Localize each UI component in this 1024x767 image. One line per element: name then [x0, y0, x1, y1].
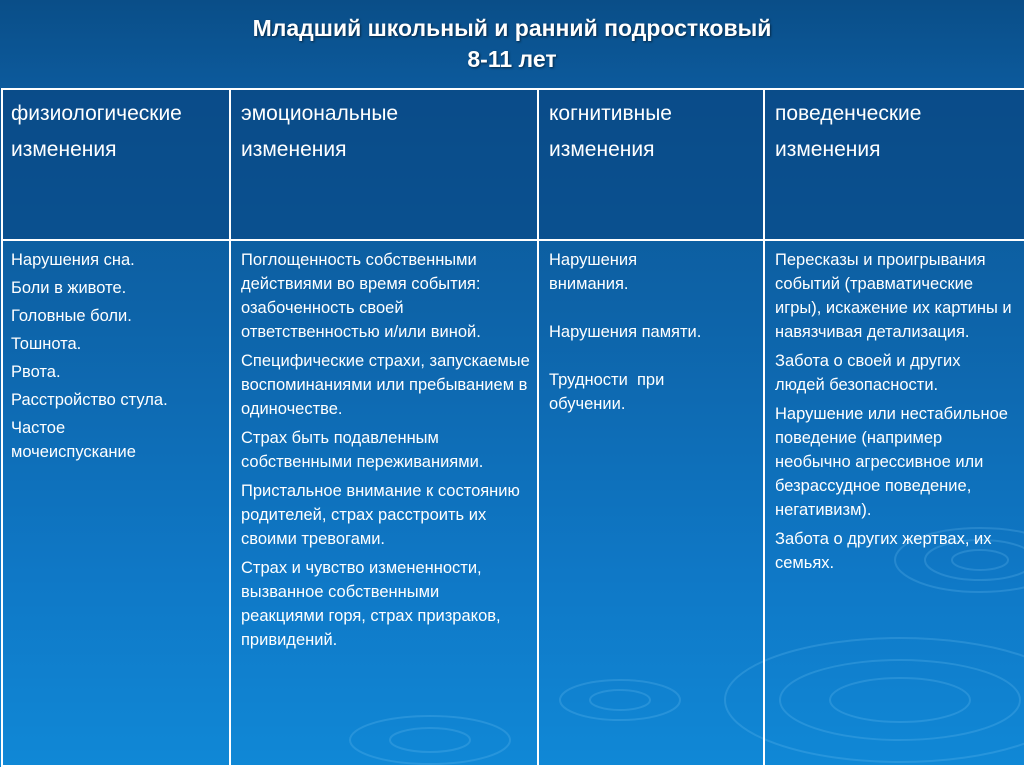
header-cognitive-line1: когнитивные	[549, 102, 672, 125]
list-item: Тошнота.	[11, 335, 82, 353]
list-item: Страх и чувство измененности, вызванное собственными реакциями горя, страх призраков, привидений.	[241, 559, 501, 649]
header-physiological-line1: физиологические	[11, 102, 182, 125]
list-item: Забота о других жертвах, их семьях.	[775, 530, 992, 572]
stress-symptoms-table	[1, 88, 1024, 767]
header-behavioral	[764, 89, 1024, 240]
header-emotional-line1: эмоциональные	[241, 102, 399, 125]
list-item: Трудности при обучении.	[549, 371, 669, 413]
header-emotional	[230, 89, 538, 240]
list-item: Головные боли.	[11, 307, 132, 325]
list-item: Расстройство стула.	[11, 391, 168, 409]
list-item: Поглощенность собственными действиями во время события: озабоченность своей ответственностью и/или виной.	[241, 251, 481, 341]
list-item: Пересказы и проигрывания событий (травматические игры), искажение их картины и навязчивая детализация.	[775, 251, 1012, 341]
table-header-row	[2, 89, 1024, 240]
list-item: Специфические страхи, запускаемые воспоминаниями или пребыванием в одиночестве.	[241, 352, 530, 418]
slide-subtitle-age: 8-11 лет	[467, 46, 557, 72]
header-behavioral-line1: поведенческие	[775, 102, 922, 125]
header-emotional-line2: изменения	[241, 138, 347, 161]
list-item: Нарушение или нестабильное поведение (например необычно агрессивное или безрассудное поведение, негативизм).	[775, 405, 1008, 519]
list-item: Нарушения сна.	[11, 251, 135, 269]
cell-behavioral	[764, 240, 1024, 766]
header-cognitive	[538, 89, 764, 240]
list-item: Рвота.	[11, 363, 61, 381]
slide-header	[0, 0, 1024, 88]
list-item: Пристальное внимание к состоянию родителей, страх расстроить их своими тревогами.	[241, 482, 520, 548]
cell-emotional	[230, 240, 538, 766]
header-physiological-line2: изменения	[11, 138, 117, 161]
list-item: Забота о своей и других людей безопасности.	[775, 352, 961, 394]
list-item: Нарушения памяти.	[549, 323, 702, 341]
header-behavioral-line2: изменения	[775, 138, 881, 161]
list-item: Частое мочеиспускание	[11, 419, 136, 461]
cell-physiological	[2, 240, 230, 766]
list-item: Нарушения внимания.	[549, 251, 638, 293]
list-item: Боли в животе.	[11, 279, 127, 297]
header-cognitive-line2: изменения	[549, 138, 655, 161]
slide-title: Младший школьный и ранний подростковый	[252, 15, 772, 41]
header-physiological	[2, 89, 230, 240]
list-item: Страх быть подавленным собственными переживаниями.	[241, 429, 484, 471]
table-body-row	[2, 240, 1024, 766]
cell-cognitive	[538, 240, 764, 766]
